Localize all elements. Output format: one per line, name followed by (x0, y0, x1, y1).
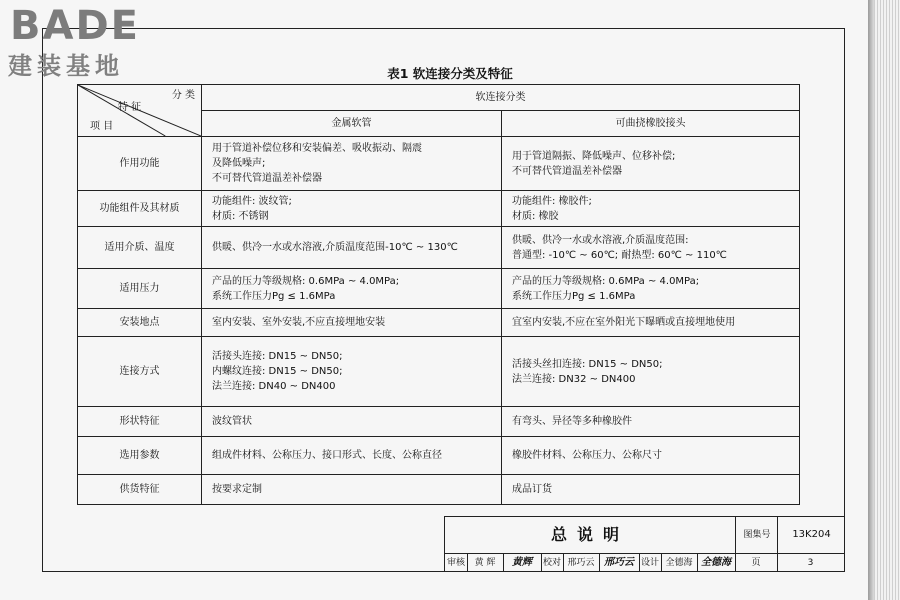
column-header-metal: 金属软管 (202, 111, 502, 137)
cell-metal (202, 475, 502, 505)
row-label: 安装地点 (78, 309, 202, 337)
table-row (78, 337, 800, 407)
cell-metal (202, 437, 502, 475)
header-feature-label: 特 征 (118, 102, 142, 113)
table-title: 表1 软连接分类及特征 (387, 66, 513, 81)
cell-metal (202, 309, 502, 337)
review-label: 审核 (445, 554, 468, 572)
signature-row (445, 554, 844, 572)
cell-rubber (502, 337, 800, 407)
cell-text-line: 普通型: -10℃ ~ 60℃; 耐热型: 60℃ ~ 110℃ (512, 249, 727, 261)
check-label: 校对 (541, 554, 564, 572)
row-label: 形状特征 (78, 407, 202, 437)
cell-rubber (502, 309, 800, 337)
designer-name: 全德海 (661, 554, 698, 572)
cell-text-line: 不可替代管道温差补偿器 (212, 173, 322, 184)
table-row (78, 437, 800, 475)
cell-metal (202, 227, 502, 269)
atlas-number-label: 图集号 (735, 517, 778, 553)
atlas-number: 13K204 (777, 517, 845, 553)
row-label: 作用功能 (78, 137, 202, 191)
cell-text-line: 功能组件: 波纹管; (212, 195, 292, 207)
page-label: 页 (735, 554, 778, 572)
cell-text-line: 法兰连接: DN32 ~ DN400 (512, 373, 636, 385)
cell-text-line: 橡胶件材料、公称压力、公称尺寸 (512, 450, 662, 461)
drawing-title: 总说明 (550, 525, 629, 544)
checker-signature: 邢巧云 (599, 554, 640, 572)
cell-text-line: 用于管道补偿位移和安装偏差、吸收振动、隔震 (212, 143, 422, 154)
cell-text-line: 不可替代管道温差补偿器 (512, 165, 622, 177)
cell-text-line: 用于管道隔振、降低噪声、位移补偿; (512, 150, 676, 162)
table-row (78, 407, 800, 437)
cell-rubber (502, 269, 800, 309)
cell-metal (202, 269, 502, 309)
cell-text-line: 产品的压力等级规格: 0.6MPa ~ 4.0MPa; (212, 275, 400, 287)
row-label: 选用参数 (78, 437, 202, 475)
title-block (444, 516, 845, 572)
reviewer-name: 黄 辉 (467, 554, 504, 572)
cell-text-line: 供暖、供冷一水或水溶液,介质温度范围-10℃ ~ 130℃ (212, 242, 458, 253)
cell-text-line: 波纹管状 (212, 416, 252, 427)
row-label: 适用压力 (78, 269, 202, 309)
cell-text-line: 活接头丝扣连接: DN15 ~ DN50; (512, 358, 663, 370)
cell-text-line: 系统工作压力Pg ≤ 1.6MPa (512, 290, 636, 302)
cell-rubber (502, 437, 800, 475)
table-row (78, 309, 800, 337)
header-item-label: 项 目 (90, 121, 114, 132)
reviewer-signature: 黄辉 (503, 554, 542, 572)
header-category-label: 分 类 (171, 90, 195, 101)
cell-metal (202, 407, 502, 437)
cell-text-line: 法兰连接: DN40 ~ DN400 (212, 381, 336, 392)
cell-text-line: 组成件材料、公称压力、接口形式、长度、公称直径 (212, 450, 442, 461)
cell-text-line: 活接头连接: DN15 ~ DN50; (212, 351, 343, 362)
cell-text-line: 宜室内安装,不应在室外阳光下曝晒或直接埋地使用 (512, 317, 736, 328)
cell-text-line: 室内安装、室外安装,不应直接埋地安装 (212, 317, 386, 328)
table-row (78, 227, 800, 269)
cell-text-line: 材质: 不锈钢 (212, 210, 269, 222)
table-row (78, 137, 800, 191)
cell-metal (202, 191, 502, 227)
cell-rubber (502, 191, 800, 227)
row-label: 功能组件及其材质 (78, 191, 202, 227)
page-stack-edge (868, 0, 900, 600)
page-number: 3 (777, 554, 845, 572)
logo-subtitle: 建装基地 (8, 52, 124, 80)
design-label: 设计 (639, 554, 662, 572)
cell-text-line: 及降低噪声; (212, 158, 266, 169)
cell-text-line: 按要求定制 (212, 484, 262, 495)
column-header-rubber: 可曲挠橡胶接头 (502, 111, 800, 137)
cell-text-line: 系统工作压力Pg ≤ 1.6MPa (212, 290, 336, 302)
cell-rubber (502, 137, 800, 191)
row-label: 适用介质、温度 (78, 227, 202, 269)
table-row (78, 269, 800, 309)
checker-name: 邢巧云 (563, 554, 600, 572)
table-row (78, 191, 800, 227)
cell-text-line: 成品订货 (512, 484, 552, 495)
diagonal-header-cell (78, 85, 202, 137)
cell-text-line: 有弯头、异径等多种橡胶件 (512, 416, 632, 427)
cell-text-line: 材质: 橡胶 (512, 210, 559, 222)
classification-table (77, 84, 800, 505)
cell-metal (202, 137, 502, 191)
cell-text-line: 产品的压力等级规格: 0.6MPa ~ 4.0MPa; (512, 275, 700, 287)
cell-rubber (502, 227, 800, 269)
cell-text-line: 内螺纹连接: DN15 ~ DN50; (212, 366, 343, 377)
cell-text-line: 供暖、供冷一水或水溶液,介质温度范围: (512, 234, 689, 246)
row-label: 供货特征 (78, 475, 202, 505)
cell-rubber (502, 407, 800, 437)
table-row (78, 475, 800, 505)
row-label: 连接方式 (78, 337, 202, 407)
cell-metal (202, 337, 502, 407)
cell-text-line: 功能组件: 橡胶件; (512, 195, 592, 207)
cell-rubber (502, 475, 800, 505)
logo-text: BADE (10, 3, 140, 49)
designer-signature: 全德海 (697, 554, 736, 572)
group-header: 软连接分类 (202, 85, 800, 111)
